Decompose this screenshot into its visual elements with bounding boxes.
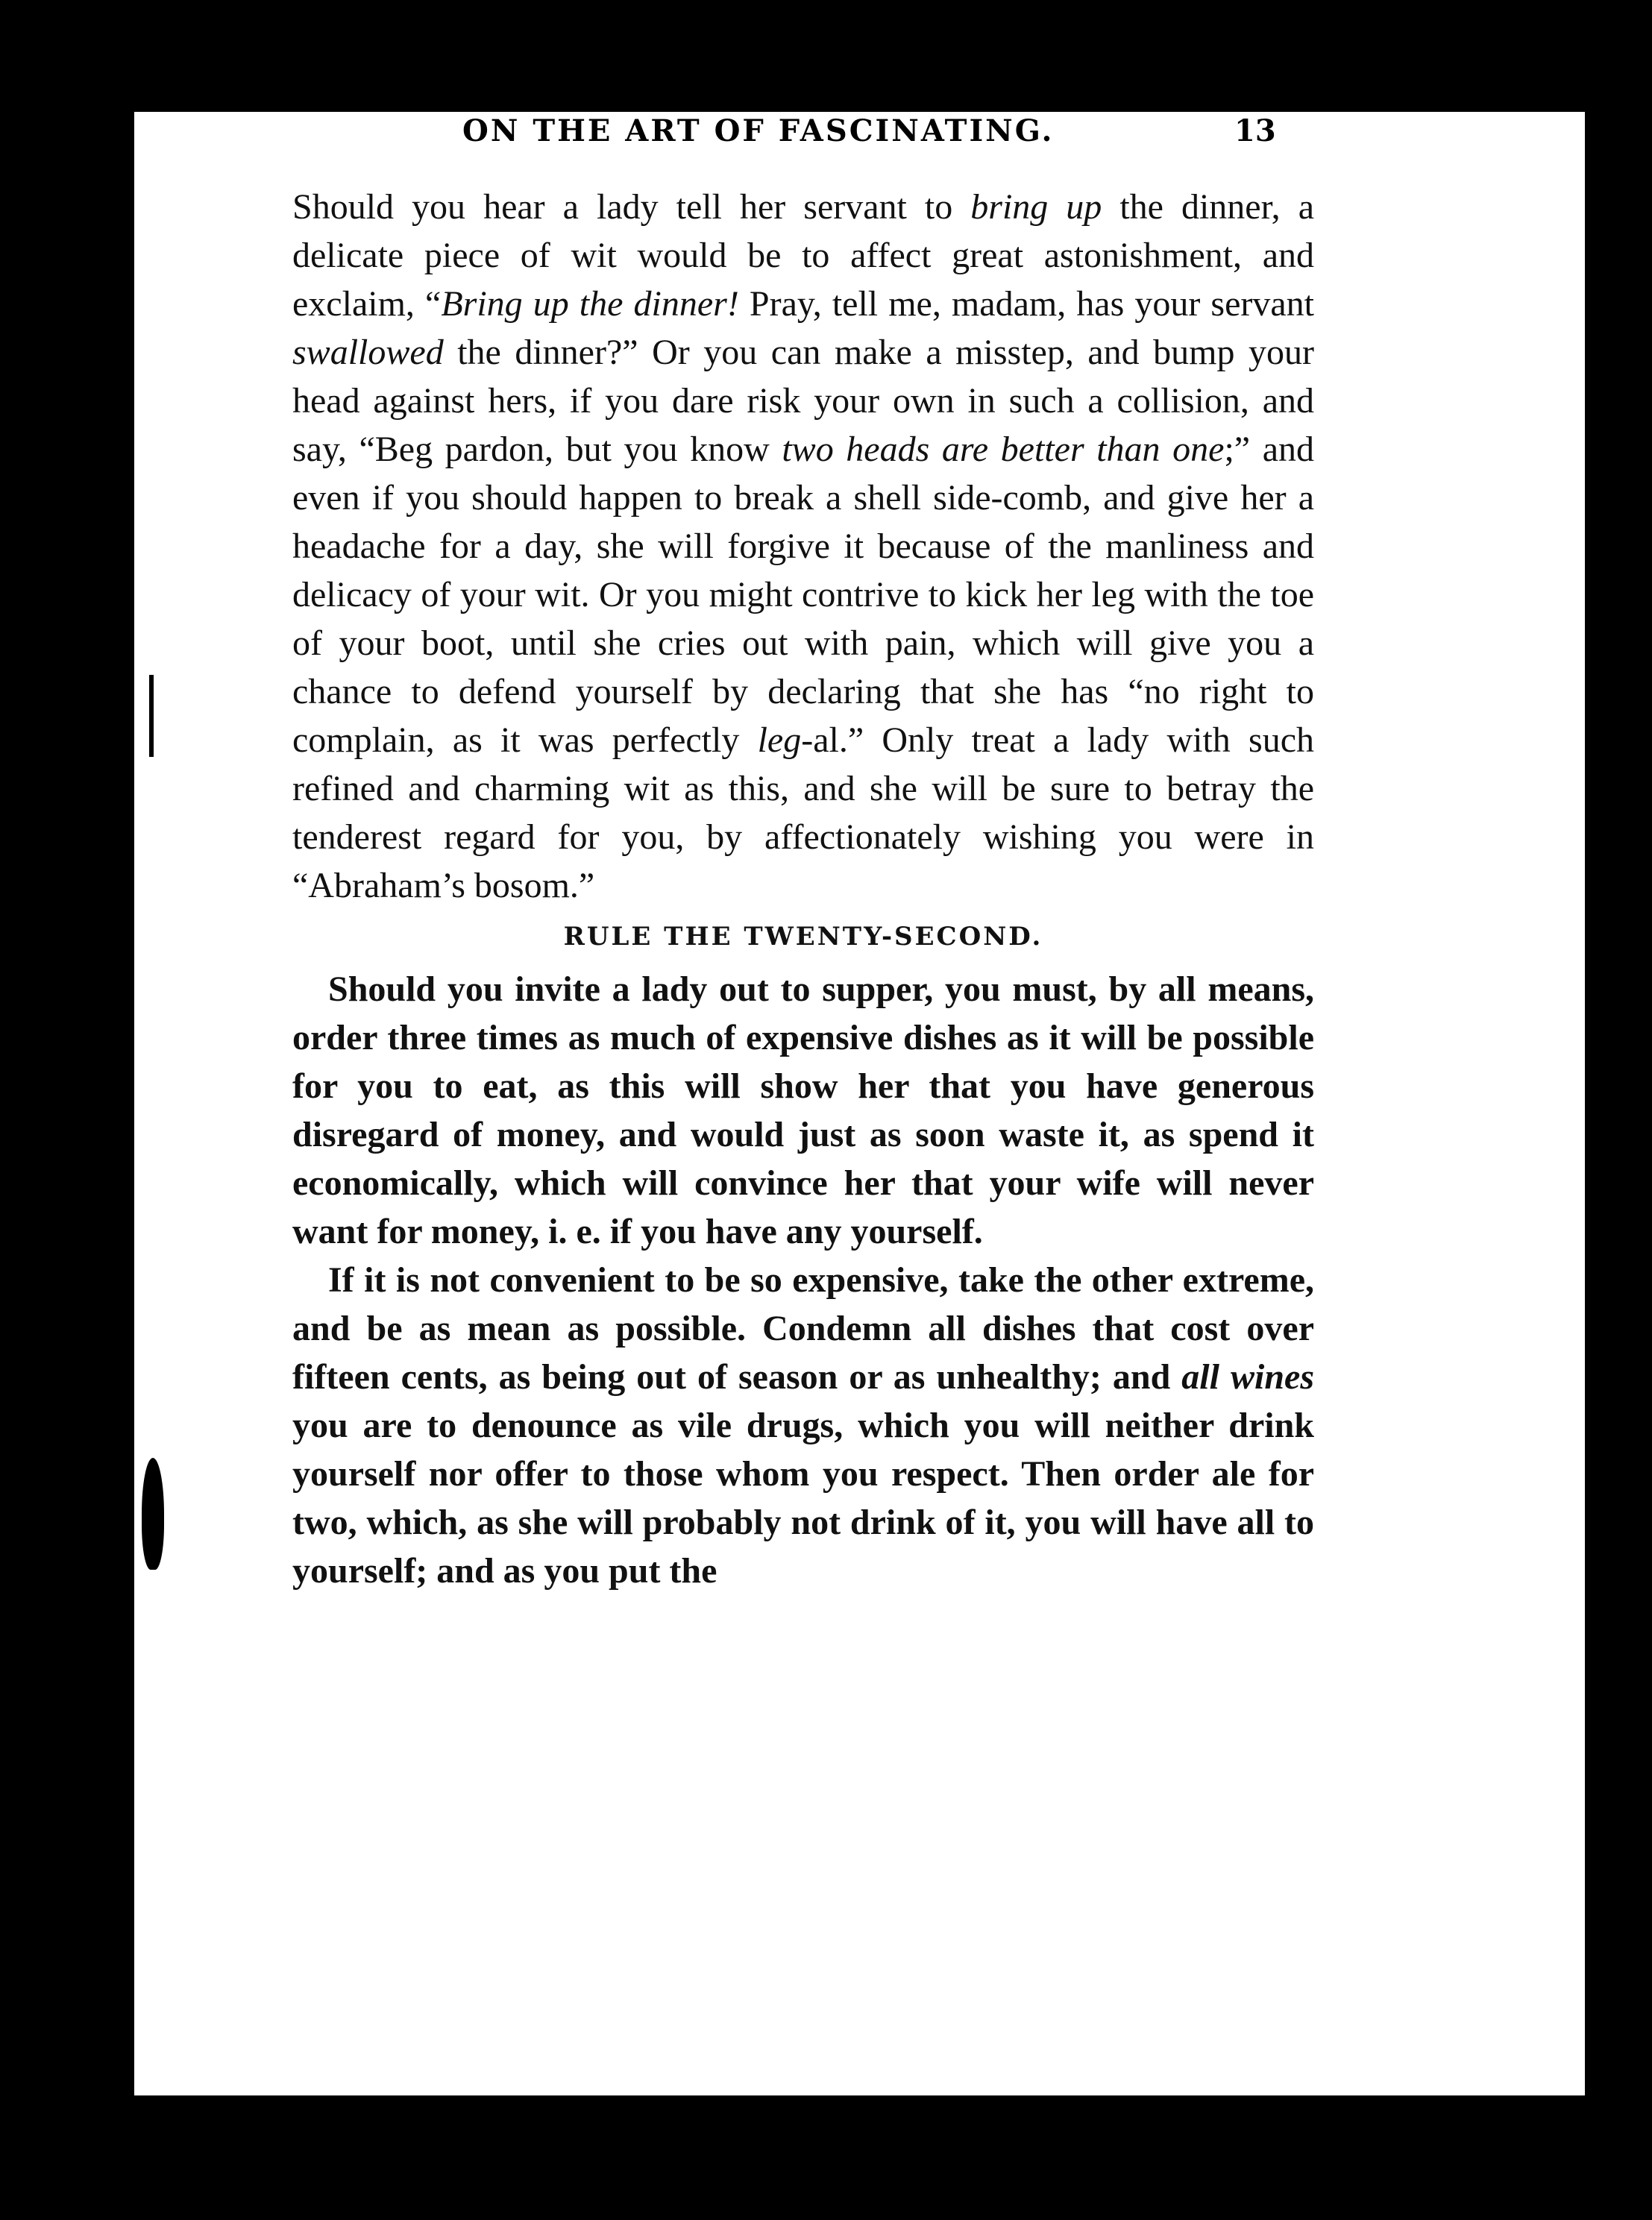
paragraph-3: If it is not convenient to be so expensive, take the other extreme, and be as mean as possible. Condemn all dishes that cost over fifteen cents, as being out of season or as unhealthy; and all wines you are to denounce as vile drugs, which you will neither drink yourself nor offer to those whom you respect. Then order ale for two, which, as she will probably not drink of it, you will have all to yourself; and as you put the xyxy=(292,1260,1314,1591)
paragraph-1: Should you hear a lady tell her servant to bring up the dinner, a delicate piece of wit would be to affect great astonishment, and exclaim, “Bring up the dinner! Pray, tell me, madam, has your servant swallowed the dinner?” Or you can make a misstep, and bump your head against hers, if you dare risk your own in such a collision, and say, “Beg pardon, but you know two heads are better than one;” and even if you should happen to break a shell side-comb, and give her a headache for a day, she will forgive it because of the manliness and delicacy of your wit. Or you might contrive to kick her leg with the toe of your boot, until she cries out with pain, which will give you a chance to defend yourself by declaring that she has “no right to complain, as it was perfectly leg-al.” Only treat a lady with such refined and charming wit as this, and she will be sure to betray the tenderest regard for you, by affectionately wishing you were in “Abraham’s bosom.” xyxy=(292,187,1314,905)
paragraph-2: Should you invite a lady out to supper, you must, by all means, order three times as much of expensive dishes as it will be possible for you to eat, as this will show her that you have generous disregard of money, and would just as soon waste it, as spend it economically, which will convince her that your wife will never want for money, i. e. if you have any yourself. xyxy=(292,969,1314,1251)
margin-ink-mark xyxy=(111,410,117,416)
running-head: ON THE ART OF FASCINATING. xyxy=(462,113,1055,148)
margin-ink-mark xyxy=(149,675,154,757)
margin-ink-mark xyxy=(142,1458,164,1570)
rule-heading: RULE THE TWENTY-SECOND. xyxy=(563,922,1043,952)
page-text xyxy=(292,183,1314,1595)
page-number: 13 xyxy=(1234,113,1276,148)
